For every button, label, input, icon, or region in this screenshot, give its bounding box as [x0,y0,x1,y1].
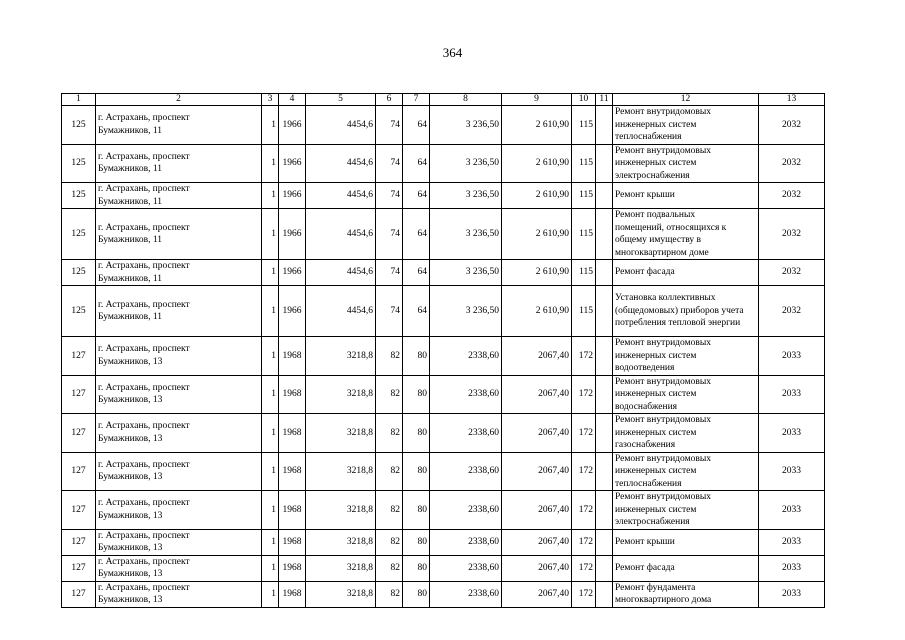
address-line: Бумажников, 11 [98,312,163,322]
column-number-row [62,94,825,106]
column-9-cell: 2067,40 [502,337,572,376]
column-10-cell: 172 [572,414,596,453]
area-cell: 3218,8 [306,555,376,581]
address-cell [96,452,262,491]
column-6-cell: 82 [376,581,403,607]
table-row [62,375,825,414]
work-type-cell [613,106,759,145]
column-6-cell: 74 [376,144,403,183]
work-type-cell [613,375,759,414]
table-row [62,286,825,337]
address-cell [96,106,262,145]
address-line: Бумажников, 13 [98,433,163,444]
column-8-cell: 2338,60 [430,581,502,607]
column-9-cell: 2067,40 [502,555,572,581]
column-6-cell: 74 [376,286,403,337]
house-number-cell: 127 [62,529,96,555]
column-8-cell: 2338,60 [430,452,502,491]
column-3-cell: 1 [262,375,279,414]
column-6-cell: 74 [376,260,403,286]
work-type-cell [613,209,759,260]
work-type-line: инженерных систем [615,389,697,399]
address-cell [96,260,262,286]
year-cell: 1968 [279,555,306,581]
column-3-cell: 1 [262,529,279,555]
period-cell: 2033 [759,414,825,453]
address-line: г. Астрахань, проспект [98,582,190,593]
house-number-cell: 125 [62,144,96,183]
address-cell [96,529,262,555]
year-cell: 1968 [279,375,306,414]
period-cell: 2033 [759,337,825,376]
area-cell: 4454,6 [306,260,376,286]
address-line: г. Астрахань, проспект [98,261,190,271]
address-line: г. Астрахань, проспект [98,299,190,310]
address-line: г. Астрахань, проспект [98,459,190,470]
work-type-line: потребления тепловой энергии [615,318,741,329]
column-header: 9 [502,94,572,106]
column-3-cell: 1 [262,106,279,145]
address-line: г. Астрахань, проспект [98,498,190,509]
work-type-line: многоквартирном доме [615,247,709,258]
work-type-cell [613,529,759,555]
house-number-cell: 125 [62,260,96,286]
column-7-cell: 80 [403,491,430,530]
column-9-cell: 2067,40 [502,529,572,555]
work-type-line: помещений, относящихся к [615,222,727,233]
table-row [62,581,825,607]
work-type-line: многоквартирного дома [615,595,712,605]
column-header: 7 [403,94,430,106]
work-type-line: Ремонт фасада [615,562,675,573]
period-cell: 2033 [759,529,825,555]
column-7-cell: 64 [403,144,430,183]
column-9-cell: 2 610,90 [502,183,572,209]
column-8-cell: 3 236,50 [430,183,502,209]
column-6-cell: 82 [376,491,403,530]
address-line: Бумажников, 13 [98,472,163,483]
period-cell: 2033 [759,555,825,581]
column-3-cell: 1 [262,414,279,453]
column-10-cell: 115 [572,286,596,337]
column-7-cell: 64 [403,286,430,337]
column-3-cell: 1 [262,555,279,581]
address-line: г. Астрахань, проспект [98,556,190,567]
address-cell [96,337,262,376]
column-11-cell [596,106,613,145]
column-7-cell: 80 [403,529,430,555]
column-3-cell: 1 [262,144,279,183]
column-3-cell: 1 [262,209,279,260]
period-cell: 2032 [759,106,825,145]
area-cell: 4454,6 [306,183,376,209]
address-line: Бумажников, 13 [98,569,163,579]
column-7-cell: 64 [403,183,430,209]
column-6-cell: 82 [376,337,403,376]
column-11-cell [596,286,613,337]
area-cell: 3218,8 [306,337,376,376]
column-9-cell: 2067,40 [502,491,572,530]
column-7-cell: 80 [403,337,430,376]
work-type-line: водоотведения [615,363,675,373]
column-9-cell: 2 610,90 [502,260,572,286]
year-cell: 1968 [279,414,306,453]
work-type-cell [613,183,759,209]
column-6-cell: 82 [376,529,403,555]
work-type-cell [613,286,759,337]
house-number-cell: 127 [62,555,96,581]
column-8-cell: 3 236,50 [430,260,502,286]
address-line: г. Астрахань, проспект [98,184,190,194]
address-line: Бумажников, 11 [98,196,163,207]
column-8-cell: 2338,60 [430,555,502,581]
area-cell: 3218,8 [306,414,376,453]
year-cell: 1966 [279,286,306,337]
area-cell: 4454,6 [306,209,376,260]
year-cell: 1966 [279,209,306,260]
address-line: г. Астрахань, проспект [98,344,190,355]
area-cell: 4454,6 [306,144,376,183]
period-cell: 2033 [759,581,825,607]
column-11-cell [596,452,613,491]
house-number-cell: 125 [62,286,96,337]
house-number-cell: 125 [62,106,96,145]
work-type-line: Ремонт внутридомовых [615,453,711,464]
address-cell [96,209,262,260]
area-cell: 4454,6 [306,106,376,145]
column-10-cell: 172 [572,491,596,530]
work-type-line: инженерных систем [615,119,697,130]
column-6-cell: 82 [376,555,403,581]
address-line: Бумажников, 13 [98,356,163,367]
house-number-cell: 127 [62,581,96,607]
column-7-cell: 80 [403,414,430,453]
work-type-cell [613,555,759,581]
column-9-cell: 2067,40 [502,452,572,491]
repair-program-table [61,93,825,608]
year-cell: 1966 [279,183,306,209]
column-header: 10 [572,94,596,106]
work-type-line: Ремонт внутридомовых [615,492,711,502]
address-line: г. Астрахань, проспект [98,421,190,432]
address-cell [96,414,262,453]
column-7-cell: 64 [403,209,430,260]
area-cell: 3218,8 [306,452,376,491]
column-11-cell [596,337,613,376]
area-cell: 4454,6 [306,286,376,337]
area-cell: 3218,8 [306,529,376,555]
work-type-line: инженерных систем [615,466,697,476]
address-line: Бумажников, 11 [98,125,163,136]
column-10-cell: 115 [572,106,596,145]
column-6-cell: 74 [376,106,403,145]
column-8-cell: 3 236,50 [430,286,502,337]
column-11-cell [596,555,613,581]
work-type-cell [613,337,759,376]
column-11-cell [596,529,613,555]
column-9-cell: 2067,40 [502,414,572,453]
column-11-cell [596,183,613,209]
column-6-cell: 74 [376,183,403,209]
address-line: Бумажников, 11 [98,273,163,284]
address-cell [96,286,262,337]
work-type-cell [613,144,759,183]
column-8-cell: 3 236,50 [430,144,502,183]
column-6-cell: 82 [376,375,403,414]
column-3-cell: 1 [262,581,279,607]
period-cell: 2033 [759,452,825,491]
column-10-cell: 115 [572,209,596,260]
year-cell: 1966 [279,260,306,286]
table-row [62,491,825,530]
work-type-line: Ремонт внутридомовых [615,415,711,425]
column-10-cell: 172 [572,555,596,581]
address-cell [96,183,262,209]
year-cell: 1968 [279,529,306,555]
year-cell: 1966 [279,106,306,145]
address-cell [96,144,262,183]
column-10-cell: 172 [572,581,596,607]
work-type-line: Ремонт внутридомовых [615,338,711,348]
house-number-cell: 127 [62,491,96,530]
column-7-cell: 64 [403,260,430,286]
column-header: 12 [613,94,759,106]
column-8-cell: 2338,60 [430,491,502,530]
column-3-cell: 1 [262,337,279,376]
column-header: 1 [62,94,96,106]
work-type-line: Ремонт крыши [615,190,675,201]
work-type-line: инженерных систем [615,504,697,515]
address-line: г. Астрахань, проспект [98,222,190,233]
column-header: 11 [596,94,613,106]
work-type-line: Ремонт внутридомовых [615,107,711,117]
address-line: Бумажников, 11 [98,164,163,175]
period-cell: 2032 [759,144,825,183]
table-row [62,209,825,260]
column-header: 3 [262,94,279,106]
house-number-cell: 127 [62,452,96,491]
period-cell: 2032 [759,183,825,209]
work-type-line: газоснабжения [615,440,676,450]
address-line: Бумажников, 13 [98,543,163,553]
work-type-line: Ремонт фасада [615,267,675,278]
work-type-line: Ремонт подвальных [615,210,696,220]
address-line: г. Астрахань, проспект [98,382,190,393]
column-11-cell [596,144,613,183]
column-11-cell [596,260,613,286]
work-type-line: инженерных систем [615,427,697,438]
column-10-cell: 172 [572,337,596,376]
table-body [62,106,825,608]
year-cell: 1966 [279,144,306,183]
work-type-cell [613,260,759,286]
work-type-cell [613,414,759,453]
column-8-cell: 2338,60 [430,529,502,555]
column-7-cell: 80 [403,555,430,581]
work-type-line: Ремонт внутридомовых [615,376,711,387]
column-10-cell: 115 [572,183,596,209]
area-cell: 3218,8 [306,491,376,530]
column-10-cell: 172 [572,375,596,414]
column-header: 2 [96,94,262,106]
year-cell: 1968 [279,491,306,530]
work-type-line: общему имуществу в [615,235,702,245]
period-cell: 2033 [759,491,825,530]
work-type-line: Ремонт внутридомовых [615,145,711,156]
address-line: Бумажников, 13 [98,595,163,605]
column-10-cell: 172 [572,529,596,555]
table-row [62,144,825,183]
column-9-cell: 2067,40 [502,581,572,607]
column-11-cell [596,581,613,607]
area-cell: 3218,8 [306,581,376,607]
column-header: 6 [376,94,403,106]
period-cell: 2033 [759,375,825,414]
house-number-cell: 127 [62,414,96,453]
period-cell: 2032 [759,260,825,286]
column-6-cell: 82 [376,414,403,453]
table-row [62,106,825,145]
work-type-cell [613,581,759,607]
column-header: 8 [430,94,502,106]
work-type-line: (общедомовых) приборов учета [615,305,744,316]
column-3-cell: 1 [262,183,279,209]
column-header: 4 [279,94,306,106]
column-11-cell [596,491,613,530]
column-10-cell: 115 [572,260,596,286]
address-line: Бумажников, 13 [98,395,163,406]
table-row [62,529,825,555]
work-type-line: Ремонт фундамента [615,582,696,593]
period-cell: 2032 [759,209,825,260]
column-10-cell: 172 [572,452,596,491]
column-6-cell: 82 [376,452,403,491]
house-number-cell: 127 [62,337,96,376]
house-number-cell: 125 [62,183,96,209]
address-cell [96,581,262,607]
table-row [62,452,825,491]
column-11-cell [596,414,613,453]
address-line: Бумажников, 11 [98,235,163,245]
address-line: г. Астрахань, проспект [98,113,190,124]
work-type-line: инженерных систем [615,158,697,168]
period-cell: 2032 [759,286,825,337]
work-type-line: Установка коллективных [615,293,716,304]
column-8-cell: 3 236,50 [430,209,502,260]
address-cell [96,375,262,414]
column-3-cell: 1 [262,491,279,530]
column-9-cell: 2067,40 [502,375,572,414]
year-cell: 1968 [279,581,306,607]
column-3-cell: 1 [262,286,279,337]
table-row [62,337,825,376]
house-number-cell: 125 [62,209,96,260]
year-cell: 1968 [279,337,306,376]
work-type-line: инженерных систем [615,350,697,361]
work-type-line: Ремонт крыши [615,536,675,547]
address-line: г. Астрахань, проспект [98,530,190,541]
column-3-cell: 1 [262,452,279,491]
column-8-cell: 3 236,50 [430,106,502,145]
area-cell: 3218,8 [306,375,376,414]
table-row [62,183,825,209]
work-type-line: теплоснабжения [615,132,682,142]
column-8-cell: 2338,60 [430,337,502,376]
address-line: г. Астрахань, проспект [98,151,190,162]
column-8-cell: 2338,60 [430,414,502,453]
work-type-cell [613,491,759,530]
column-9-cell: 2 610,90 [502,209,572,260]
column-11-cell [596,209,613,260]
column-11-cell [596,375,613,414]
year-cell: 1968 [279,452,306,491]
work-type-line: водоснабжения [615,401,678,412]
work-type-line: электроснабжения [615,170,690,181]
table-row [62,414,825,453]
column-10-cell: 115 [572,144,596,183]
column-9-cell: 2 610,90 [502,144,572,183]
work-type-line: электроснабжения [615,517,690,527]
column-9-cell: 2 610,90 [502,106,572,145]
column-7-cell: 64 [403,106,430,145]
address-cell [96,491,262,530]
column-header: 5 [306,94,376,106]
column-header: 13 [759,94,825,106]
column-6-cell: 74 [376,209,403,260]
column-7-cell: 80 [403,375,430,414]
column-7-cell: 80 [403,581,430,607]
address-line: Бумажников, 13 [98,510,163,521]
house-number-cell: 127 [62,375,96,414]
column-9-cell: 2 610,90 [502,286,572,337]
table-row [62,260,825,286]
column-3-cell: 1 [262,260,279,286]
column-8-cell: 2338,60 [430,375,502,414]
work-type-cell [613,452,759,491]
address-cell [96,555,262,581]
work-type-line: теплоснабжения [615,478,682,489]
table-row [62,555,825,581]
column-7-cell: 80 [403,452,430,491]
page-number: 364 [442,45,463,60]
